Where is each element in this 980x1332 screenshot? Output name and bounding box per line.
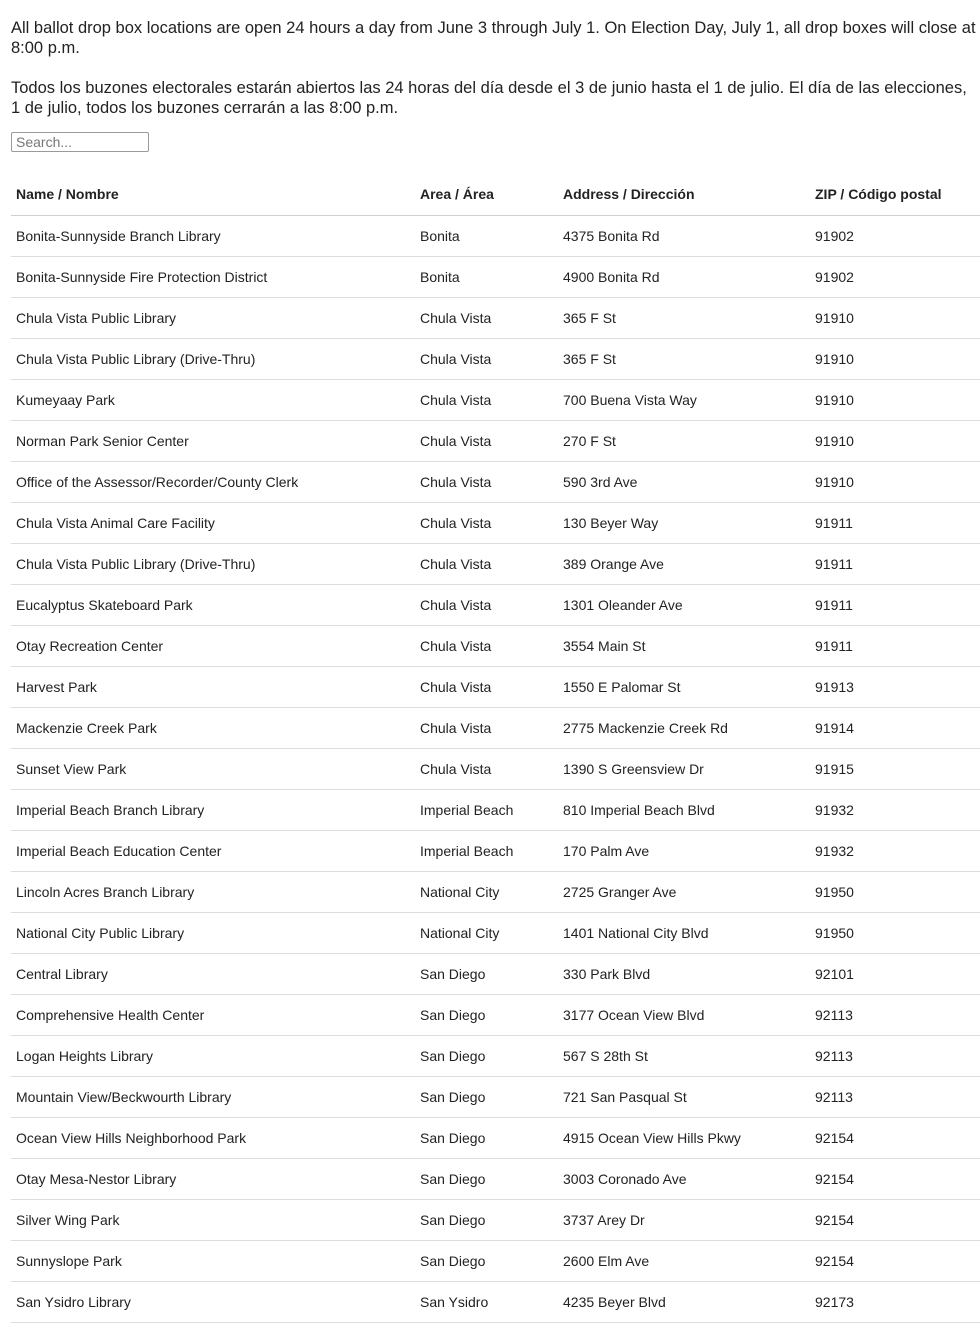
column-header-name[interactable]: Name / Nombre xyxy=(11,173,415,216)
column-header-zip[interactable]: ZIP / Código postal xyxy=(810,173,980,216)
table-row xyxy=(11,1036,980,1077)
cell-zip: 91911 xyxy=(810,503,980,544)
cell-area: Imperial Beach xyxy=(415,790,558,831)
cell-name: Bonita-Sunnyside Fire Protection District xyxy=(11,257,415,298)
column-header-area[interactable]: Area / Área xyxy=(415,173,558,216)
table-row xyxy=(11,708,980,749)
cell-area: San Ysidro xyxy=(415,1282,558,1323)
drop-box-table xyxy=(11,173,980,1323)
table-row xyxy=(11,585,980,626)
table-row xyxy=(11,995,980,1036)
table-body xyxy=(11,216,980,1323)
cell-name: Eucalyptus Skateboard Park xyxy=(11,585,415,626)
table-row xyxy=(11,421,980,462)
cell-address: 4900 Bonita Rd xyxy=(558,257,810,298)
cell-name: Lincoln Acres Branch Library xyxy=(11,872,415,913)
cell-zip: 91910 xyxy=(810,298,980,339)
cell-area: San Diego xyxy=(415,995,558,1036)
cell-zip: 92113 xyxy=(810,1077,980,1118)
cell-area: Chula Vista xyxy=(415,462,558,503)
cell-name: Central Library xyxy=(11,954,415,995)
cell-zip: 91950 xyxy=(810,913,980,954)
cell-zip: 91950 xyxy=(810,872,980,913)
cell-address: 330 Park Blvd xyxy=(558,954,810,995)
cell-zip: 92154 xyxy=(810,1118,980,1159)
cell-area: San Diego xyxy=(415,1159,558,1200)
cell-address: 130 Beyer Way xyxy=(558,503,810,544)
table-row xyxy=(11,298,980,339)
table-row xyxy=(11,1200,980,1241)
table-row xyxy=(11,790,980,831)
cell-address: 3177 Ocean View Blvd xyxy=(558,995,810,1036)
cell-address: 4375 Bonita Rd xyxy=(558,216,810,257)
cell-address: 3003 Coronado Ave xyxy=(558,1159,810,1200)
cell-address: 810 Imperial Beach Blvd xyxy=(558,790,810,831)
cell-zip: 91932 xyxy=(810,831,980,872)
cell-zip: 91932 xyxy=(810,790,980,831)
cell-area: National City xyxy=(415,872,558,913)
cell-name: Chula Vista Public Library (Drive-Thru) xyxy=(11,339,415,380)
cell-zip: 91911 xyxy=(810,544,980,585)
cell-zip: 91911 xyxy=(810,585,980,626)
cell-area: Bonita xyxy=(415,216,558,257)
cell-zip: 91902 xyxy=(810,216,980,257)
table-row xyxy=(11,1159,980,1200)
cell-area: San Diego xyxy=(415,1241,558,1282)
intro-text xyxy=(11,18,980,118)
table-row xyxy=(11,257,980,298)
cell-zip: 91910 xyxy=(810,339,980,380)
cell-address: 3554 Main St xyxy=(558,626,810,667)
table-row xyxy=(11,1118,980,1159)
cell-zip: 91915 xyxy=(810,749,980,790)
cell-zip: 92101 xyxy=(810,954,980,995)
cell-name: Sunset View Park xyxy=(11,749,415,790)
cell-area: Bonita xyxy=(415,257,558,298)
cell-name: Silver Wing Park xyxy=(11,1200,415,1241)
cell-area: Chula Vista xyxy=(415,298,558,339)
cell-zip: 92113 xyxy=(810,995,980,1036)
cell-address: 2775 Mackenzie Creek Rd xyxy=(558,708,810,749)
cell-zip: 92113 xyxy=(810,1036,980,1077)
cell-area: San Diego xyxy=(415,1077,558,1118)
table-row xyxy=(11,1077,980,1118)
cell-address: 1301 Oleander Ave xyxy=(558,585,810,626)
cell-name: Chula Vista Animal Care Facility xyxy=(11,503,415,544)
cell-name: Norman Park Senior Center xyxy=(11,421,415,462)
cell-name: National City Public Library xyxy=(11,913,415,954)
table-row xyxy=(11,913,980,954)
table-row xyxy=(11,749,980,790)
cell-address: 170 Palm Ave xyxy=(558,831,810,872)
cell-area: Chula Vista xyxy=(415,380,558,421)
cell-address: 2725 Granger Ave xyxy=(558,872,810,913)
cell-address: 1401 National City Blvd xyxy=(558,913,810,954)
cell-area: Chula Vista xyxy=(415,421,558,462)
cell-zip: 91902 xyxy=(810,257,980,298)
cell-zip: 92154 xyxy=(810,1159,980,1200)
cell-address: 389 Orange Ave xyxy=(558,544,810,585)
table-row xyxy=(11,626,980,667)
cell-name: Sunnyslope Park xyxy=(11,1241,415,1282)
intro-english: All ballot drop box locations are open 24 hours a day from June 3 through July 1. On Election Day, July 1, all drop boxes will close at 8:00 p.m. xyxy=(11,19,976,57)
table-row xyxy=(11,667,980,708)
cell-name: Ocean View Hills Neighborhood Park xyxy=(11,1118,415,1159)
cell-area: National City xyxy=(415,913,558,954)
cell-area: Imperial Beach xyxy=(415,831,558,872)
cell-area: Chula Vista xyxy=(415,339,558,380)
cell-address: 721 San Pasqual St xyxy=(558,1077,810,1118)
cell-name: Imperial Beach Education Center xyxy=(11,831,415,872)
cell-name: Chula Vista Public Library (Drive-Thru) xyxy=(11,544,415,585)
table-header xyxy=(11,173,980,216)
cell-area: Chula Vista xyxy=(415,667,558,708)
cell-name: Kumeyaay Park xyxy=(11,380,415,421)
table-row xyxy=(11,872,980,913)
cell-address: 365 F St xyxy=(558,339,810,380)
cell-zip: 91910 xyxy=(810,421,980,462)
cell-address: 270 F St xyxy=(558,421,810,462)
cell-area: Chula Vista xyxy=(415,626,558,667)
table-row xyxy=(11,380,980,421)
table-row xyxy=(11,339,980,380)
intro-spanish: Todos los buzones electorales estarán abiertos las 24 horas del día desde el 3 de junio hasta el 1 de julio. El día de las elecciones, 1 de julio, todos los buzones cerrarán a las 8:00 p.m. xyxy=(11,79,967,117)
cell-name: Chula Vista Public Library xyxy=(11,298,415,339)
cell-name: Mountain View/Beckwourth Library xyxy=(11,1077,415,1118)
cell-address: 4915 Ocean View Hills Pkwy xyxy=(558,1118,810,1159)
table-row xyxy=(11,1241,980,1282)
cell-name: Otay Mesa-Nestor Library xyxy=(11,1159,415,1200)
column-header-address[interactable]: Address / Dirección xyxy=(558,173,810,216)
table-row xyxy=(11,544,980,585)
cell-address: 1390 S Greensview Dr xyxy=(558,749,810,790)
table-row xyxy=(11,1282,980,1323)
cell-zip: 91913 xyxy=(810,667,980,708)
cell-area: Chula Vista xyxy=(415,503,558,544)
cell-area: San Diego xyxy=(415,954,558,995)
cell-zip: 92154 xyxy=(810,1200,980,1241)
cell-name: Bonita-Sunnyside Branch Library xyxy=(11,216,415,257)
cell-name: Otay Recreation Center xyxy=(11,626,415,667)
cell-name: Harvest Park xyxy=(11,667,415,708)
cell-area: Chula Vista xyxy=(415,585,558,626)
cell-address: 590 3rd Ave xyxy=(558,462,810,503)
cell-name: Office of the Assessor/Recorder/County Clerk xyxy=(11,462,415,503)
search-input[interactable] xyxy=(11,132,149,152)
cell-zip: 91911 xyxy=(810,626,980,667)
cell-name: Comprehensive Health Center xyxy=(11,995,415,1036)
table-row xyxy=(11,954,980,995)
cell-address: 567 S 28th St xyxy=(558,1036,810,1077)
cell-address: 1550 E Palomar St xyxy=(558,667,810,708)
cell-zip: 92173 xyxy=(810,1282,980,1323)
cell-zip: 91910 xyxy=(810,462,980,503)
cell-area: San Diego xyxy=(415,1036,558,1077)
cell-zip: 91914 xyxy=(810,708,980,749)
cell-address: 3737 Arey Dr xyxy=(558,1200,810,1241)
cell-name: Logan Heights Library xyxy=(11,1036,415,1077)
cell-area: Chula Vista xyxy=(415,544,558,585)
cell-area: Chula Vista xyxy=(415,749,558,790)
cell-name: Mackenzie Creek Park xyxy=(11,708,415,749)
header-row xyxy=(11,173,980,216)
table-row xyxy=(11,462,980,503)
table-row xyxy=(11,831,980,872)
cell-area: San Diego xyxy=(415,1118,558,1159)
cell-address: 365 F St xyxy=(558,298,810,339)
cell-zip: 91910 xyxy=(810,380,980,421)
cell-name: San Ysidro Library xyxy=(11,1282,415,1323)
cell-area: Chula Vista xyxy=(415,708,558,749)
cell-name: Imperial Beach Branch Library xyxy=(11,790,415,831)
cell-zip: 92154 xyxy=(810,1241,980,1282)
cell-address: 700 Buena Vista Way xyxy=(558,380,810,421)
table-row xyxy=(11,503,980,544)
cell-address: 2600 Elm Ave xyxy=(558,1241,810,1282)
cell-area: San Diego xyxy=(415,1200,558,1241)
cell-address: 4235 Beyer Blvd xyxy=(558,1282,810,1323)
table-row xyxy=(11,216,980,257)
